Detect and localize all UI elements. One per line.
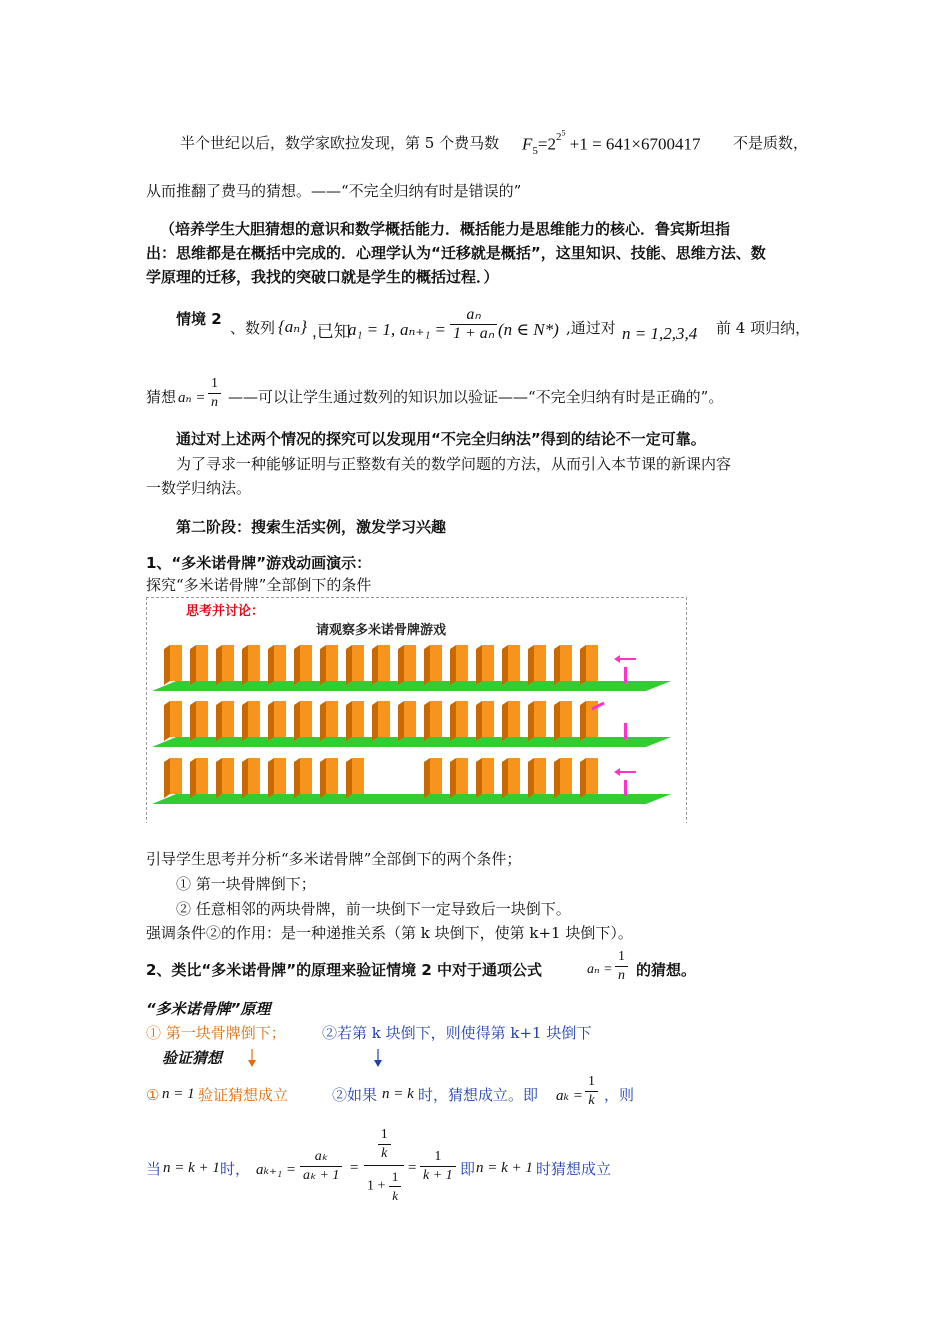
item2-text1: 2、类比“多米诺骨牌”的原理来验证情境 2 中对于通项公式 <box>146 961 543 979</box>
final-lhs: aₖ₊₁ = <box>256 1162 296 1178</box>
domino-piece <box>560 645 572 681</box>
domino-piece <box>222 645 234 681</box>
domino-piece <box>352 645 364 681</box>
domino-side <box>268 758 274 798</box>
domino-side <box>164 758 170 798</box>
domino-side <box>216 758 222 798</box>
domino-ground <box>152 794 671 804</box>
domino-piece <box>352 701 364 737</box>
situation2-seq: {aₙ} <box>278 317 307 336</box>
item2-an: aₙ = <box>587 962 613 977</box>
verify2-text2: 时，猜想成立。即 <box>418 1086 539 1104</box>
domino-piece <box>534 758 546 794</box>
push-marker <box>624 667 627 683</box>
domino-piece <box>326 758 338 794</box>
domino-side <box>580 758 586 798</box>
domino-piece <box>560 701 572 737</box>
domino-piece <box>248 758 260 794</box>
domino-side <box>294 758 300 798</box>
domino-piece <box>326 701 338 737</box>
verify2-fraction <box>585 1073 598 1110</box>
fermat-text-before: 半个世纪以后，数学家欧拉发现，第 5 个费马数 <box>180 134 500 152</box>
situation2-text2: ,已知 <box>312 322 351 341</box>
domino-piece <box>300 645 312 681</box>
verify2-ak: aₖ = <box>556 1088 583 1104</box>
domino-side <box>476 645 482 685</box>
formula-F: F <box>522 134 533 154</box>
fermat-paragraph-line1 <box>180 132 499 154</box>
guide-cond1: ① 第一块骨牌倒下； <box>176 875 316 893</box>
domino-side <box>190 645 196 685</box>
verify1-circ: ① <box>146 1086 160 1104</box>
domino-side <box>242 645 248 685</box>
situation2-text1: 、数列 <box>230 319 276 337</box>
domino-piece <box>404 701 416 737</box>
domino-side <box>528 645 534 685</box>
item2-fraction <box>615 948 628 985</box>
situation2-cond: (n ∈ N*) <box>498 320 559 339</box>
orange-down-arrow-icon <box>246 1048 258 1068</box>
domino-side <box>320 758 326 798</box>
domino-piece <box>196 758 208 794</box>
domino-piece <box>222 758 234 794</box>
intro-line1: 为了寻求一种能够证明与正整数有关的数学问题的方法，从而引入本节课的新课内容 <box>176 455 732 473</box>
push-marker <box>624 780 627 796</box>
situation2-label: 情境 2 <box>176 310 222 328</box>
domino-piece <box>378 645 390 681</box>
principle-p1: ① 第一块骨牌倒下； <box>146 1024 286 1042</box>
domino-side <box>164 645 170 685</box>
verify2-num: 1 <box>585 1073 598 1092</box>
final-then-math: n = k + 1 <box>476 1160 533 1176</box>
domino-side <box>580 701 586 741</box>
final-cond: n = k + 1 <box>163 1160 220 1176</box>
domino-piece <box>248 645 260 681</box>
verify2-den: k <box>588 1093 595 1108</box>
domino-figure <box>146 597 687 823</box>
formula-exp1: 2 <box>555 130 562 143</box>
item2-den: n <box>618 968 625 983</box>
domino-ground <box>152 681 671 691</box>
domino-side <box>320 701 326 741</box>
final-f2-num-top: 1 <box>378 1126 391 1145</box>
domino-piece <box>196 701 208 737</box>
guess-rest: ——可以让学生通过数列的知识加以验证——“不完全归纳有时是正确的”。 <box>228 388 724 406</box>
domino-piece <box>456 701 468 737</box>
situation2-a1: a₁ = 1, <box>348 320 396 339</box>
figure-label: 思考并讨论： <box>186 604 265 619</box>
domino-side <box>476 701 482 741</box>
domino-piece <box>274 701 286 737</box>
push-marker <box>624 723 627 739</box>
formula-exp2: 5 <box>561 128 566 137</box>
domino-piece <box>560 758 572 794</box>
final-then: 即 <box>460 1160 476 1178</box>
domino-piece <box>430 701 442 737</box>
domino-piece <box>482 645 494 681</box>
situation2-frac-num: aₙ <box>450 306 497 325</box>
domino-piece <box>586 758 598 794</box>
domino-piece <box>248 701 260 737</box>
situation2-an1: aₙ₊₁ = <box>400 320 446 339</box>
formula-sub: 5 <box>532 145 538 158</box>
final-f2-den-num: 1 <box>389 1168 402 1187</box>
domino-ground <box>152 737 671 747</box>
final-when: 当 <box>146 1160 162 1178</box>
domino-side <box>242 758 248 798</box>
guess-an: aₙ = <box>178 390 206 406</box>
domino-piece <box>456 758 468 794</box>
guide-emphasis: 强调条件②的作用：是一种递推关系（第 k 块倒下，使第 k+1 块倒下）。 <box>146 924 633 942</box>
domino-side <box>346 758 352 798</box>
domino-piece <box>274 645 286 681</box>
intro-line2: 一数学归纳法。 <box>146 479 252 497</box>
item1-sub: 探究“多米诺骨牌”全部倒下的条件 <box>146 576 372 594</box>
domino-piece <box>534 645 546 681</box>
domino-side <box>346 645 352 685</box>
domino-piece <box>378 701 390 737</box>
domino-side <box>372 701 378 741</box>
domino-side <box>346 701 352 741</box>
final-fraction1 <box>300 1148 342 1185</box>
domino-piece <box>170 758 182 794</box>
guess-prefix: 猜想 <box>146 388 177 406</box>
verify-label: 验证猜想 <box>162 1049 223 1067</box>
domino-side <box>528 701 534 741</box>
domino-side <box>554 701 560 741</box>
final-f1-num: aₖ <box>300 1148 342 1167</box>
domino-side <box>242 701 248 741</box>
domino-piece <box>326 645 338 681</box>
domino-piece <box>508 645 520 681</box>
final-fraction3 <box>420 1148 456 1185</box>
guess-fraction <box>208 375 221 412</box>
domino-piece <box>482 758 494 794</box>
domino-piece <box>300 758 312 794</box>
verify2-text3: ，则 <box>604 1086 635 1104</box>
fermat-text-after: 不是质数， <box>733 134 809 152</box>
domino-piece <box>430 645 442 681</box>
domino-side <box>502 645 508 685</box>
domino-side <box>476 758 482 798</box>
domino-piece <box>456 645 468 681</box>
domino-side <box>554 758 560 798</box>
situation2-fraction <box>450 306 497 343</box>
guess-den: n <box>211 395 218 410</box>
push-arrowhead-icon <box>614 655 620 663</box>
domino-piece <box>586 645 598 681</box>
domino-piece <box>404 645 416 681</box>
formula-eq: =2 <box>537 134 556 154</box>
domino-side <box>502 758 508 798</box>
domino-rows <box>152 645 671 804</box>
final-f3-den: k + 1 <box>423 1168 453 1183</box>
stage2-heading: 第二阶段：搜索生活实例，激发学习兴趣 <box>176 518 447 536</box>
situation2-line <box>176 308 222 368</box>
fermat-formula <box>522 128 701 157</box>
domino-piece <box>482 701 494 737</box>
domino-piece <box>170 645 182 681</box>
domino-side <box>372 645 378 685</box>
final-eq2: = <box>408 1160 417 1176</box>
final-f2-num-bot: k <box>381 1146 388 1161</box>
domino-side <box>216 701 222 741</box>
blue-down-arrow-icon <box>372 1048 384 1068</box>
final-when2: 时， <box>220 1160 251 1178</box>
formula-rest: +1 = 641×6700417 <box>569 134 701 154</box>
domino-side <box>450 758 456 798</box>
final-then-text: 时猜想成立 <box>536 1160 612 1178</box>
final-f3-num: 1 <box>420 1148 456 1167</box>
situation2-text3: ,通过对 <box>566 319 616 337</box>
domino-side <box>216 645 222 685</box>
domino-side <box>190 701 196 741</box>
domino-piece <box>300 701 312 737</box>
situation2-nvals: n = 1,2,3,4 <box>622 324 698 343</box>
domino-side <box>398 701 404 741</box>
domino-side <box>424 645 430 685</box>
domino-piece <box>430 758 442 794</box>
situation2-frac-den: 1 + aₙ <box>453 325 495 342</box>
domino-piece <box>196 645 208 681</box>
domino-piece <box>508 758 520 794</box>
domino-side <box>268 701 274 741</box>
fermat-paragraph-line2: 从而推翻了费马的猜想。——“不完全归纳有时是错误的” <box>146 182 522 200</box>
domino-side <box>528 758 534 798</box>
verify2-math: n = k <box>382 1086 414 1102</box>
guess-num: 1 <box>208 375 221 394</box>
item2-text2: 的猜想。 <box>636 961 697 979</box>
comment-line3: 学原理的迁移，我找的突破口就是学生的概括过程．） <box>146 268 499 286</box>
final-f2-den-den: k <box>392 1188 399 1203</box>
domino-side <box>398 645 404 685</box>
domino-side <box>294 645 300 685</box>
principle-title: “多米诺骨牌”原理 <box>146 1000 271 1018</box>
domino-piece <box>508 701 520 737</box>
verify1-text: 验证猜想成立 <box>198 1086 289 1104</box>
domino-side <box>424 758 430 798</box>
conclusion: 通过对上述两个情况的探究可以发现用“不完全归纳法”得到的结论不一定可靠。 <box>176 430 706 448</box>
principle-p2: ②若第 k 块倒下，则使得第 k+1 块倒下 <box>322 1024 592 1042</box>
push-arrowhead-icon <box>614 768 620 776</box>
domino-side <box>424 701 430 741</box>
domino-side <box>320 645 326 685</box>
guide-line1: 引导学生思考并分析“多米诺骨牌”全部倒下的两个条件； <box>146 850 522 868</box>
domino-side <box>450 645 456 685</box>
domino-piece <box>274 758 286 794</box>
domino-side <box>450 701 456 741</box>
domino-side <box>268 645 274 685</box>
verify1-math: n = 1 <box>162 1086 195 1102</box>
domino-piece <box>534 701 546 737</box>
domino-piece <box>222 701 234 737</box>
verify2-text1: ②如果 <box>332 1086 378 1104</box>
domino-side <box>294 701 300 741</box>
final-f1-den: aₖ + 1 <box>303 1168 340 1183</box>
item2-num: 1 <box>615 948 628 967</box>
domino-side <box>502 701 508 741</box>
guide-cond2: ② 任意相邻的两块骨牌，前一块倒下一定导致后一块倒下。 <box>176 900 571 918</box>
domino-side <box>190 758 196 798</box>
domino-side <box>580 645 586 685</box>
final-fraction2 <box>364 1126 404 1205</box>
situation2-text4: 前 4 项归纳， <box>716 319 811 337</box>
domino-piece <box>352 758 364 794</box>
comment-line1: （培养学生大胆猜想的意识和数学概括能力．概括能力是思维能力的核心．鲁宾斯坦指 <box>160 220 731 238</box>
final-f2-den: 1 + <box>367 1178 386 1194</box>
domino-side <box>164 701 170 741</box>
final-eq1: = <box>350 1160 359 1176</box>
item1-title: 1、“多米诺骨牌”游戏动画演示： <box>146 554 372 572</box>
domino-side <box>554 645 560 685</box>
domino-piece <box>170 701 182 737</box>
figure-title: 请观察多米诺骨牌游戏 <box>316 623 447 638</box>
comment-line2: 出：思维都是在概括中完成的．心理学认为“迁移就是概括”，这里知识、技能、思维方法、数 <box>146 244 766 262</box>
